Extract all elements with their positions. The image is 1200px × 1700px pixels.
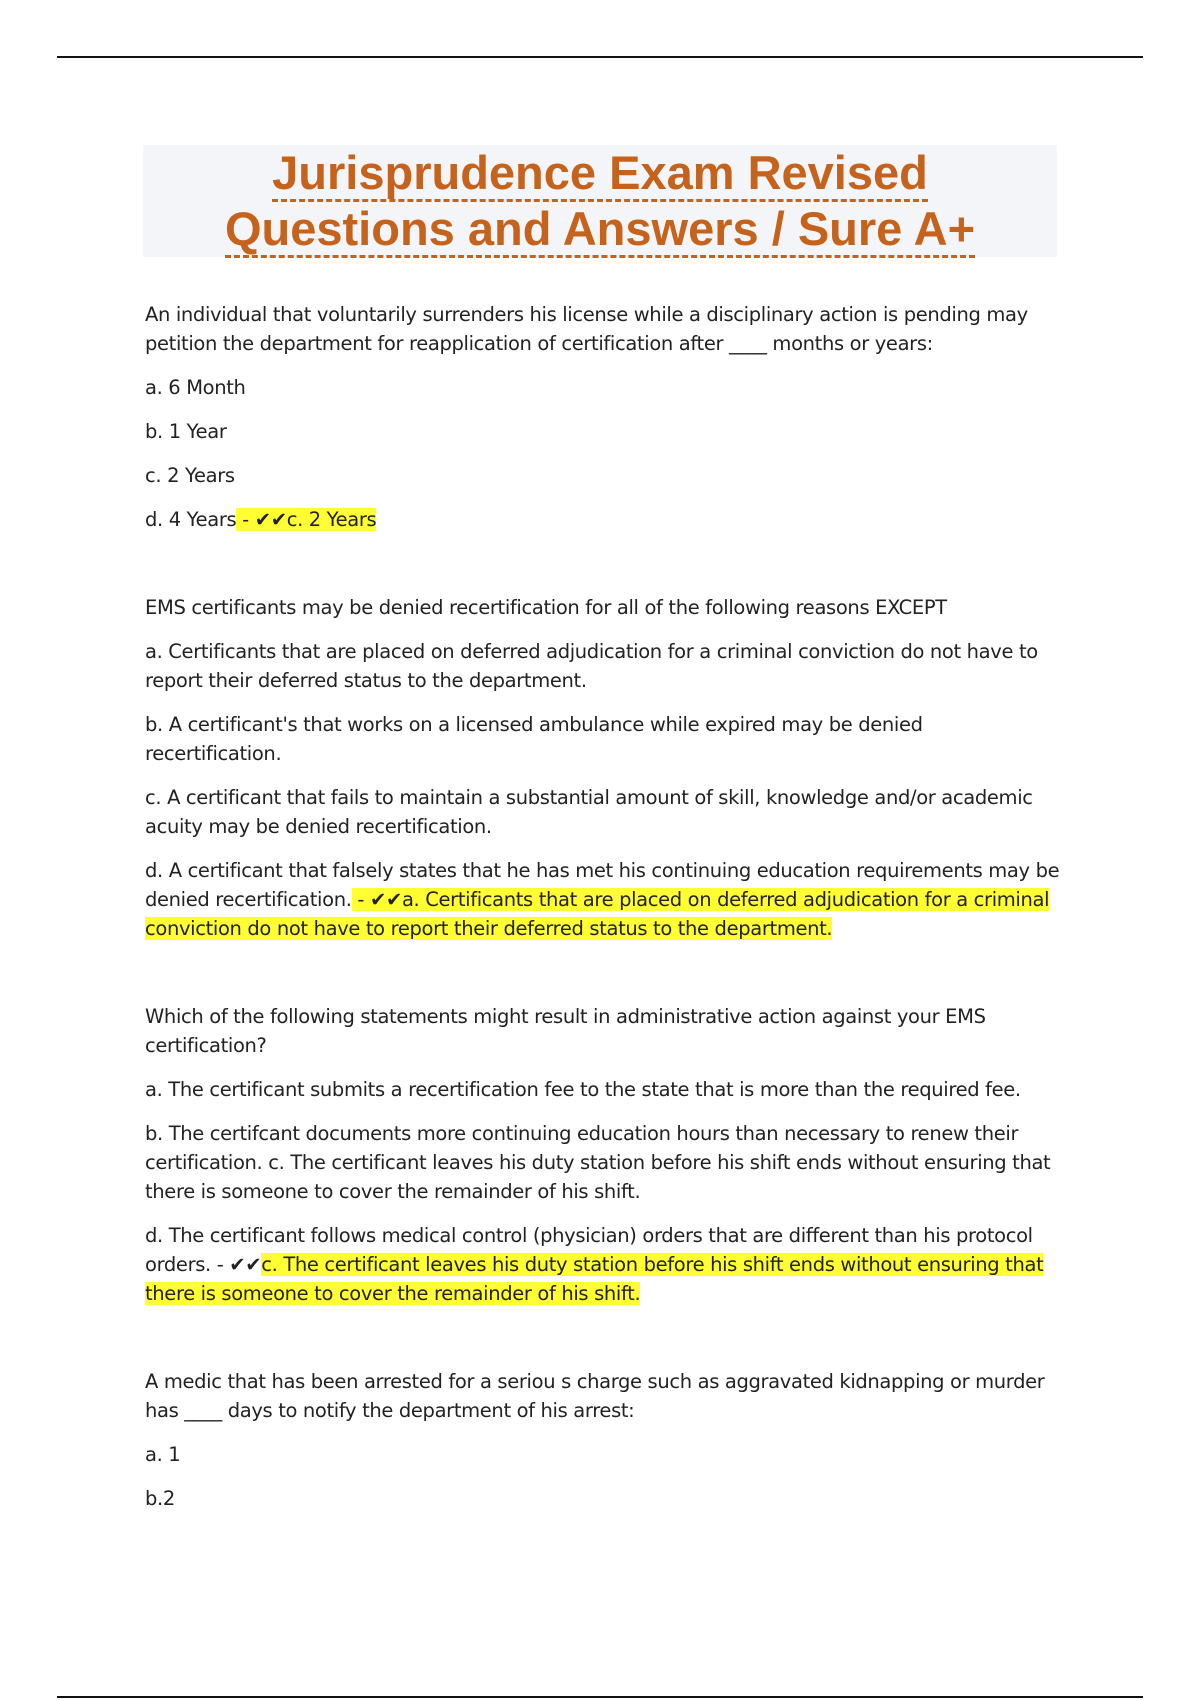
- question-1-text: An individual that voluntarily surrenders his license while a disciplinary action is pending may petition the department for reapplication of certification after ____ months or years:: [145, 303, 1028, 355]
- question-4-option-a: a. 1: [145, 1443, 181, 1466]
- question-2-option-d-text: d. A certificant that falsely states that he has met his continuing education requirements may be denied recertification.: [145, 859, 1060, 911]
- question-3-option-d-text: d. The certificant follows medical control (physician) orders that are different than his protocol orders.: [145, 1224, 1033, 1276]
- page-title-line-1: Jurisprudence Exam Revised: [143, 145, 1057, 201]
- question-3-answer-prefix: - ✔✔: [210, 1253, 262, 1276]
- top-rule: [57, 56, 1143, 58]
- question-2-option-d: [145, 856, 1060, 943]
- question-3-option-b: b. The certifcant documents more continuing education hours than necessary to renew their certification. c. The certificant leaves his duty station before his shift ends without ensuring that there is someone to cover the remainder of his shift.: [145, 1122, 1051, 1203]
- title-banner: [143, 145, 1057, 257]
- question-1-option-d: [145, 505, 1060, 534]
- question-1-option-a: a. 6 Month: [145, 376, 246, 399]
- question-3-text: Which of the following statements might result in administrative action against your EMS certification?: [145, 1005, 986, 1057]
- question-spacer: [145, 1323, 1060, 1367]
- question-1-answer: - ✔✔c. 2 Years: [236, 508, 377, 531]
- question-spacer: [145, 549, 1060, 593]
- question-2-option-a: a. Certificants that are placed on deferred adjudication for a criminal conviction do not have to report their deferred status to the department.: [145, 640, 1038, 692]
- question-3-answer: c. The certificant leaves his duty station before his shift ends without ensuring that there is someone to cover the remainder of his shift.: [145, 1253, 1044, 1305]
- question-2-option-c: c. A certificant that fails to maintain a substantial amount of skill, knowledge and/or academic acuity may be denied recertification.: [145, 786, 1033, 838]
- question-spacer: [145, 958, 1060, 1002]
- question-4-option-b: b.2: [145, 1487, 175, 1510]
- question-1-option-b: b. 1 Year: [145, 420, 227, 443]
- question-3-option-a: a. The certificant submits a recertification fee to the state that is more than the required fee.: [145, 1078, 1021, 1101]
- question-4-text: A medic that has been arrested for a seriou s charge such as aggravated kidnapping or murder has ____ days to notify the department of his arrest:: [145, 1370, 1045, 1422]
- page-title-line-2: Questions and Answers / Sure A+: [143, 201, 1057, 257]
- bottom-rule: [57, 1696, 1143, 1698]
- question-3-option-d: [145, 1221, 1060, 1308]
- question-2-answer: - ✔✔a. Certificants that are placed on deferred adjudication for a criminal conviction do not have to report their deferred status to the department.: [145, 888, 1050, 940]
- question-2-option-b: b. A certificant's that works on a licensed ambulance while expired may be denied recertification.: [145, 713, 923, 765]
- document-body: [145, 300, 1060, 1528]
- question-1-option-c: c. 2 Years: [145, 464, 235, 487]
- question-2-text: EMS certificants may be denied recertification for all of the following reasons EXCEPT: [145, 596, 947, 619]
- question-1-option-d-text: d. 4 Years: [145, 508, 237, 531]
